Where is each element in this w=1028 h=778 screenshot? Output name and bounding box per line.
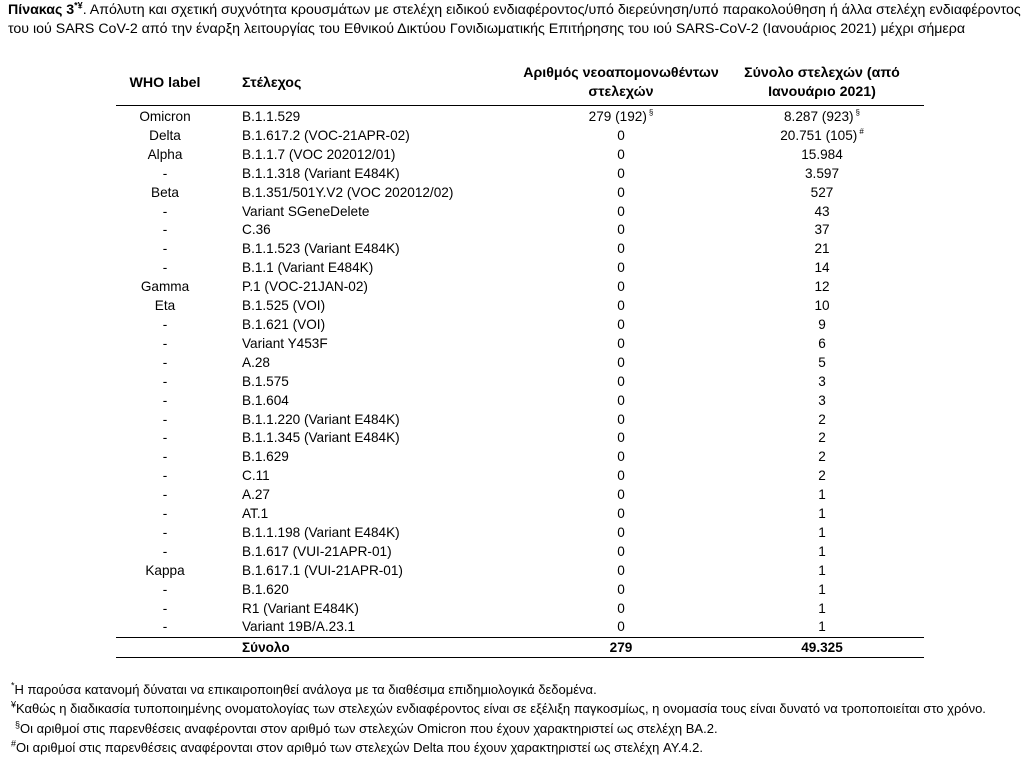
cell-who-label: - [162,487,168,503]
cell-who-label: Omicron [139,109,191,124]
cell-total: 3.597 [804,165,840,181]
table-row [116,278,924,297]
table-row [116,259,924,278]
cell-who-label: - [162,506,168,522]
table-row [116,411,924,430]
cell-isolated: 0 [617,543,625,559]
cell-isolated: 0 [617,279,625,295]
cell-isolated: 0 [617,316,625,332]
header-strain: Στέλεχος [214,62,522,106]
cell-isolated: 0 [617,392,625,408]
table-row [116,354,924,373]
caption-lead: Πίνακας 3 [8,2,75,18]
cell-total: 1 [818,506,826,522]
cell-strain: B.1.1.7 (VOC 202012/01) [242,146,396,162]
table-caption [8,1,1024,39]
total-row-total: 49.325 [720,638,924,658]
cell-strain: Variant Y453F [242,335,328,351]
cell-total: 2 [818,449,826,465]
table-row [116,240,924,259]
footnote-mark: § [855,108,860,118]
header-total: Σύνολο στελεχών (από Ιανουάριο 2021) [720,62,924,106]
cell-isolated: 0 [617,335,625,351]
cell-who-label: Beta [151,184,179,200]
cell-isolated: 0 [617,524,625,540]
total-row-isolated: 279 [522,638,720,658]
cell-who-label: - [162,600,168,616]
cell-total: 1 [818,619,826,635]
table-row [116,165,924,184]
cell-who-label: Delta [149,127,181,143]
cell-total: 6 [818,335,826,351]
cell-isolated: 0 [617,581,625,597]
footnote-text: Οι αριθμοί στις παρενθέσεις αναφέρονται στον αριθμό των στελεχών Delta που έχουν χαρακτηριστεί ως στελέχη AY.4.2. [16,740,703,756]
table-row [116,335,924,354]
cell-who-label: - [162,373,168,389]
table-row [116,600,924,619]
cell-strain: A.28 [242,354,270,370]
table-row [116,316,924,335]
cell-isolated: 0 [617,146,625,162]
cell-strain: B.1.1.220 (Variant E484K) [242,411,400,427]
variants-table [116,62,924,658]
table-row [116,146,924,165]
cell-isolated: 0 [617,562,625,578]
cell-isolated: 0 [617,506,625,522]
cell-strain: B.1.525 (VOI) [242,298,326,314]
cell-strain: R1 (Variant E484K) [242,600,359,616]
cell-isolated: 0 [617,260,625,276]
table-total-row [116,638,924,658]
header-isolated: Αριθμός νεοαπομονωθέντων στελεχών [522,62,720,106]
cell-who-label: - [162,543,168,559]
cell-total: 1 [818,600,826,616]
cell-who-label: - [162,260,168,276]
cell-who-label: - [162,619,168,635]
table-row [116,581,924,600]
cell-who-label: - [162,222,168,238]
cell-strain: B.1.620 [242,581,289,597]
cell-who-label: - [162,335,168,351]
cell-who-label: - [162,449,168,465]
cell-who-label: - [162,468,168,484]
table-row [116,184,924,203]
cell-isolated: 0 [617,298,625,314]
cell-who-label: - [162,241,168,257]
cell-who-label: Eta [154,298,176,314]
footnote [11,699,1021,718]
cell-strain: B.1.351/501Y.V2 (VOC 202012/02) [242,184,454,200]
cell-strain: B.1.1.198 (Variant E484K) [242,524,400,540]
table-row [116,486,924,505]
cell-isolated: 0 [617,468,625,484]
cell-isolated: 0 [617,487,625,503]
caption-marks: *¥ [74,0,83,11]
cell-who-label: - [162,430,168,446]
table-row [116,467,924,486]
cell-strain: B.1.617.2 (VOC-21APR-02) [242,127,410,143]
table-row [116,106,924,127]
cell-isolated: 0 [617,203,625,219]
cell-isolated: 0 [617,411,625,427]
cell-strain: B.1.617.1 (VUI-21APR-01) [242,562,403,578]
table-row [116,618,924,637]
table-row [116,429,924,448]
cell-total: 2 [818,430,826,446]
cell-strain: B.1.1.529 [242,109,301,124]
cell-total: 43 [814,203,830,219]
cell-isolated: 0 [617,619,625,635]
cell-who-label: Alpha [147,146,183,162]
cell-isolated: 0 [617,430,625,446]
table-row [116,505,924,524]
cell-who-label: - [162,165,168,181]
cell-strain: B.1.604 [242,392,289,408]
cell-strain: B.1.629 [242,449,289,465]
cell-who-label: - [162,581,168,597]
cell-total: 37 [814,222,830,238]
cell-total: 20.751 (105) # [780,127,864,143]
table-row [116,524,924,543]
cell-strain: C.36 [242,222,271,238]
cell-isolated: 0 [617,600,625,616]
footnote [11,719,1021,738]
cell-total: 14 [814,260,830,276]
cell-strain: B.1.617 (VUI-21APR-01) [242,543,392,559]
cell-total: 8.287 (923) § [784,108,860,124]
cell-total: 9 [818,316,826,332]
table-row [116,221,924,240]
table-row [116,297,924,316]
cell-who-label: - [162,392,168,408]
cell-total: 21 [814,241,830,257]
footnote-mark: § [15,719,21,730]
table-body [116,106,924,638]
cell-who-label: Kappa [145,562,185,578]
table-row [116,448,924,467]
table-row [116,392,924,411]
cell-total: 15.984 [801,146,843,162]
cell-total: 1 [818,487,826,503]
cell-who-label: - [162,203,168,219]
cell-total: 2 [818,411,826,427]
footnote-text: Οι αριθμοί στις παρενθέσεις αναφέρονται στον αριθμό των στελεχών Omicron που έχουν χαρακτηριστεί ως στελέχη BA.2. [20,720,718,736]
cell-strain: B.1.1.523 (Variant E484K) [242,241,400,257]
cell-who-label: Gamma [140,279,190,295]
cell-isolated: 0 [617,222,625,238]
cell-isolated: 0 [617,127,625,143]
cell-who-label: - [162,411,168,427]
cell-strain: A.27 [242,487,270,503]
cell-isolated: 279 (192) § [588,108,654,124]
cell-strain: AT.1 [242,506,269,522]
cell-isolated: 0 [617,354,625,370]
cell-strain: B.1.1 (Variant E484K) [242,260,374,276]
total-row-spacer [116,638,214,658]
footnote-mark: * [11,680,15,691]
cell-total: 3 [818,373,826,389]
cell-total: 1 [818,581,826,597]
footnote-mark: § [648,108,654,118]
cell-strain: B.1.1.318 (Variant E484K) [242,165,400,181]
cell-isolated: 0 [617,165,625,181]
cell-who-label: - [162,354,168,370]
total-row-label: Σύνολο [214,638,522,658]
table-row [116,562,924,581]
cell-strain: C.11 [242,468,270,484]
footnote-mark: # [859,127,864,137]
footnote [11,738,1021,757]
table-header-row [116,62,924,106]
cell-isolated: 0 [617,449,625,465]
cell-who-label: - [162,316,168,332]
cell-total: 527 [810,184,834,200]
cell-strain: P.1 (VOC-21JAN-02) [242,279,368,295]
cell-strain: Variant 19B/A.23.1 [242,619,356,635]
caption-text: . Απόλυτη και σχετική συχνότητα κρουσμάτων με στελέχη ειδικού ενδιαφέροντος/υπό διερεύνηση/υπό παρακολούθηση ή άλλα στελέχη ενδιαφέροντος του ιού SARS CoV-2 από την έναρξη λειτουργίας του Εθνικού Δικτύου Γονιδιωματικής Επιτήρησης του ιού SARS-CoV-2 (Ιανουάριος 2021) μέχρι σήμερα [8,2,1021,37]
footnote-text: Καθώς η διαδικασία τυποποιημένης ονοματολογίας των στελεχών ενδιαφέροντος είναι σε εξέλιξη παγκοσμίως, η ονομασία τους είναι δυνατό να τροποποιείται στο χρόνο. [16,701,986,717]
cell-total: 12 [814,279,830,295]
cell-total: 2 [818,468,826,484]
table-row [116,203,924,222]
footnote-text: Η παρούσα κατανομή δύναται να επικαιροποιηθεί ανάλογα με τα διαθέσιμα επιδημιολογικά δεδομένα. [14,682,597,697]
header-who-label: WHO label [116,62,214,106]
cell-isolated: 0 [617,184,625,200]
cell-strain: B.1.1.345 (Variant E484K) [242,430,400,446]
table-row [116,373,924,392]
cell-total: 5 [818,354,826,370]
cell-isolated: 0 [617,373,625,389]
cell-total: 10 [814,298,830,314]
cell-total: 1 [818,524,826,540]
table-row [116,127,924,146]
footnote-mark: ¥ [11,700,17,711]
cell-total: 3 [818,392,826,408]
footnote [11,680,1021,699]
table-row [116,543,924,562]
cell-total: 1 [818,562,826,578]
cell-who-label: - [162,524,168,540]
cell-strain: B.1.575 [242,373,289,389]
footnote-mark: # [11,738,17,749]
cell-strain: B.1.621 (VOI) [242,316,326,332]
footnotes [11,680,1021,758]
cell-strain: Variant SGeneDelete [242,203,370,219]
cell-isolated: 0 [617,241,625,257]
cell-total: 1 [818,543,826,559]
